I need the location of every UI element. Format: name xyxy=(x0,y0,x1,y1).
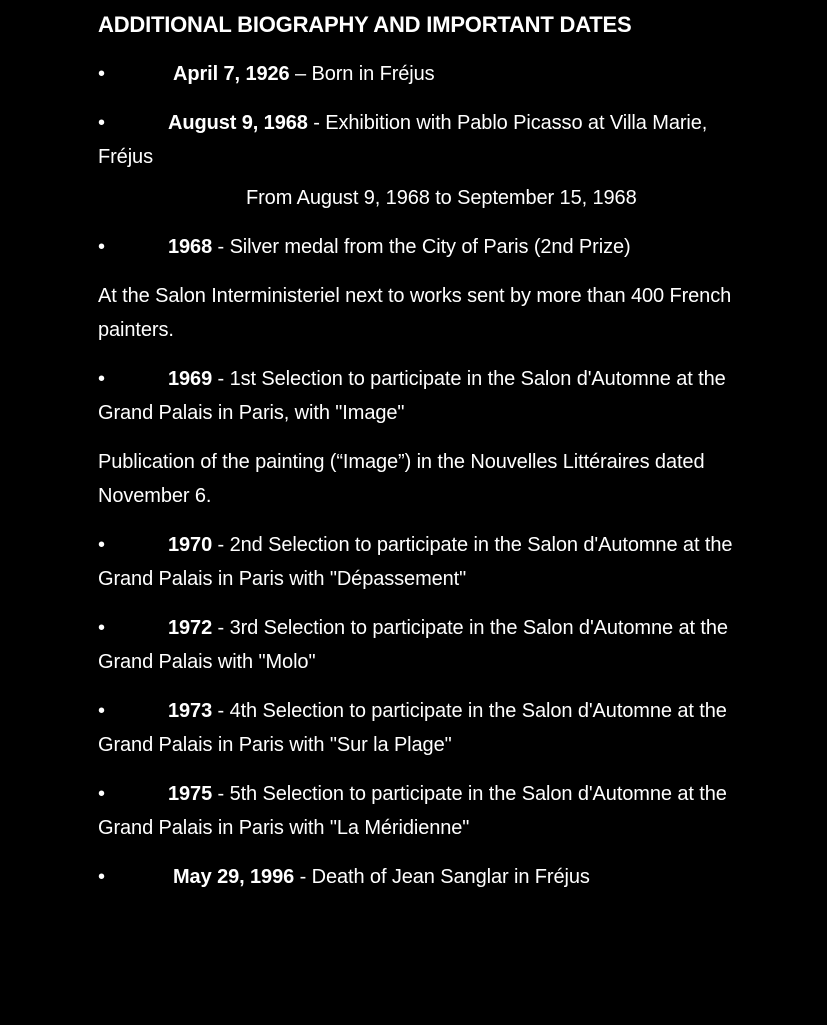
entry-text: - 1st Selection to participate in the Salon d'Automne at the Grand Palais in Paris, with "Image" xyxy=(98,368,726,424)
bullet-icon: • xyxy=(98,236,105,258)
entry-text: - 4th Selection to participate in the Salon d'Automne at the Grand Palais in Paris with "Sur la Plage" xyxy=(98,700,727,756)
bullet-icon: • xyxy=(98,866,105,888)
bullet-icon: • xyxy=(98,700,105,722)
entry-date: 1973 xyxy=(168,700,213,722)
bullet-icon: • xyxy=(98,112,105,134)
entry-date: August 9, 1968 xyxy=(168,112,308,134)
publication-note: Publication of the painting (“Image”) in the Nouvelles Littéraires dated November 6. xyxy=(98,451,705,507)
entry-text: - 2nd Selection to participate in the Salon d'Automne at the Grand Palais in Paris with "Dépassement" xyxy=(98,534,733,590)
bullet-icon: • xyxy=(98,617,105,639)
entry-date: 1970 xyxy=(168,534,213,556)
entry-text: – Born in Fréjus xyxy=(289,63,435,85)
entry-date: 1972 xyxy=(168,617,213,639)
entry-1975-selection xyxy=(98,777,738,845)
entry-text: - 3rd Selection to participate in the Salon d'Automne at the Grand Palais with "Molo" xyxy=(98,617,728,673)
entry-text: - 5th Selection to participate in the Salon d'Automne at the Grand Palais in Paris with "La Méridienne" xyxy=(98,783,727,839)
entry-text: - Silver medal from the City of Paris (2nd Prize) xyxy=(212,236,631,258)
entry-date: 1969 xyxy=(168,368,213,390)
salon-interministeriel-note: At the Salon Interministeriel next to works sent by more than 400 French painters. xyxy=(98,285,732,341)
exhibition-period-note: From August 9, 1968 to September 15, 1968 xyxy=(246,187,637,209)
entry-1970-selection xyxy=(98,528,738,596)
entry-1973-selection xyxy=(98,694,738,762)
entry-birth xyxy=(98,57,738,91)
entry-date: April 7, 1926 xyxy=(173,63,290,85)
entry-text: - Death of Jean Sanglar in Fréjus xyxy=(294,866,590,888)
bullet-icon: • xyxy=(98,63,105,85)
bullet-icon: • xyxy=(98,783,105,805)
entry-silver-medal xyxy=(98,230,738,264)
section-heading: ADDITIONAL BIOGRAPHY AND IMPORTANT DATES xyxy=(98,12,632,37)
entry-1972-selection xyxy=(98,611,738,679)
entry-date: May 29, 1996 xyxy=(173,866,295,888)
bullet-icon: • xyxy=(98,368,105,390)
entry-date: 1975 xyxy=(168,783,213,805)
entry-text: - Exhibition with Pablo Picasso at Villa Marie, Fréjus xyxy=(98,112,708,168)
entry-1969-selection xyxy=(98,362,738,430)
entry-death xyxy=(98,860,738,894)
entry-picasso-exhibition xyxy=(98,106,738,174)
entry-date: 1968 xyxy=(168,236,213,258)
biography-section xyxy=(98,8,738,909)
bullet-icon: • xyxy=(98,534,105,556)
